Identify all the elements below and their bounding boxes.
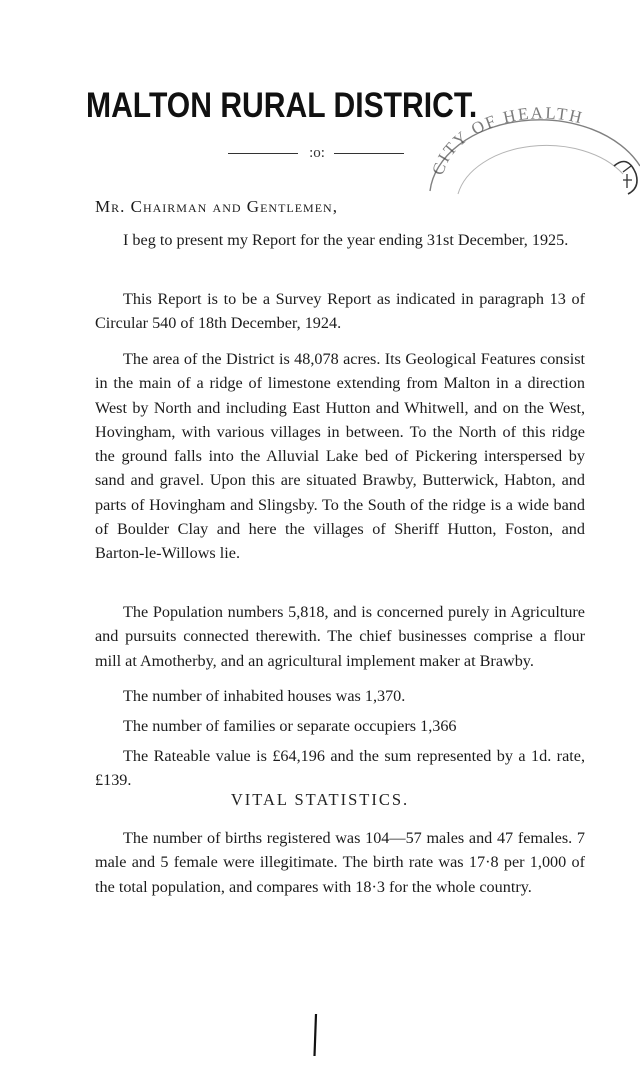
stamp-text: CITY OF HEALTH [428,103,586,178]
svg-text:CITY OF HEALTH [428,103,585,177]
title-divider [228,145,406,161]
paragraph-births: The number of births registered was 104—57 males and 47 females. 7 male and 5 female were illegitimate. The birth rate was 17·8 per 1,000 of the total population, and compares with 18·3 for the whole country. [95,829,585,896]
paragraph-houses: The number of inhabited houses was 1,370. [123,687,406,705]
page-number [311,1013,319,1057]
paragraph-families: The number of families or separate occupiers 1,366 [123,717,457,735]
library-stamp [418,96,640,196]
salutation: Mr. Chairman and Gentlemen, [95,197,338,216]
paragraph-geology: The area of the District is 48,078 acres. Its Geological Features consist in the main of a ridge of limestone extending from Malton in a direction West by North and including East Hutton and Whitwell, and on the West, Hovingham, with various villages in between. To the North of this ridge the ground falls into the Alluvial Lake bed of Pickering interspersed by sand and gravel. Upon this are situated Brawby, Butterwick, Habton, and parts of Hovingham and Slingsby. To the South of the ridge is a wide band of Boulder Clay and here the villages of Sheriff Hutton, Foston, and Barton-le-Willows lie. [95,350,585,563]
page-number-text: 1 [311,1013,312,1014]
paragraph-population: The Population numbers 5,818, and is concerned purely in Agriculture and pursuits connected therewith. The chief businesses comprise a flour mill at Amotherby, and an agricultural implement maker at Brawby. [95,603,585,670]
paragraph-rateable-value: The Rateable value is £64,196 and the sum represented by a 1d. rate, £139. [95,747,585,790]
section-heading-vital-statistics: VITAL STATISTICS. [230,790,410,809]
paragraph-survey: This Report is to be a Survey Report as indicated in paragraph 13 of Circular 540 of 18th December, 1924. [95,290,585,333]
document-title: MALTON RURAL DISTRICT. [86,86,478,125]
divider-mark: :o: [309,145,325,161]
paragraph-intro: I beg to present my Report for the year ending 31st December, 1925. [123,231,569,249]
